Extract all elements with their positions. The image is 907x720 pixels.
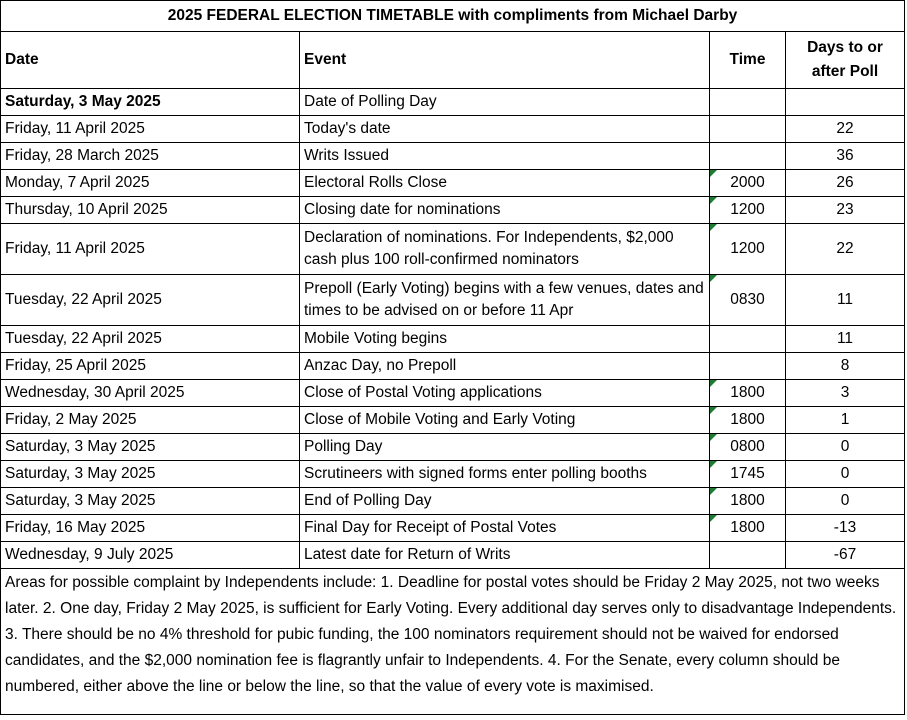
cell-days[interactable]: 23 bbox=[786, 197, 905, 224]
cell-time[interactable] bbox=[710, 143, 786, 170]
cell-time[interactable] bbox=[710, 515, 786, 542]
cell-time[interactable] bbox=[710, 326, 786, 353]
cell-time-value: 2000 bbox=[730, 174, 765, 191]
cell-time[interactable] bbox=[710, 197, 786, 224]
cell-time[interactable] bbox=[710, 380, 786, 407]
cell-date[interactable]: Tuesday, 22 April 2025 bbox=[1, 326, 300, 353]
cell-time[interactable] bbox=[710, 170, 786, 197]
comment-indicator-icon[interactable] bbox=[710, 434, 717, 441]
cell-date[interactable]: Wednesday, 30 April 2025 bbox=[1, 380, 300, 407]
cell-time-value: 1800 bbox=[730, 384, 765, 401]
cell-time[interactable] bbox=[710, 89, 786, 116]
cell-date[interactable]: Monday, 7 April 2025 bbox=[1, 170, 300, 197]
cell-event[interactable]: Writs Issued bbox=[300, 143, 710, 170]
cell-days[interactable]: 0 bbox=[786, 434, 905, 461]
cell-date[interactable]: Saturday, 3 May 2025 bbox=[1, 488, 300, 515]
comment-indicator-icon[interactable] bbox=[710, 170, 717, 177]
comment-indicator-icon[interactable] bbox=[710, 461, 717, 468]
cell-time-value: 1800 bbox=[730, 411, 765, 428]
cell-days[interactable]: 11 bbox=[786, 275, 905, 326]
cell-days[interactable]: 22 bbox=[786, 224, 905, 275]
cell-time-value: 0800 bbox=[730, 438, 765, 455]
comment-indicator-icon[interactable] bbox=[710, 488, 717, 495]
cell-event[interactable]: Latest date for Return of Writs bbox=[300, 542, 710, 569]
header-days-line1: Days to or bbox=[807, 39, 883, 56]
cell-time[interactable] bbox=[710, 434, 786, 461]
cell-event[interactable]: End of Polling Day bbox=[300, 488, 710, 515]
cell-date[interactable]: Saturday, 3 May 2025 bbox=[1, 89, 300, 116]
cell-time-value: 1800 bbox=[730, 492, 765, 509]
cell-event[interactable]: Closing date for nominations bbox=[300, 197, 710, 224]
comment-indicator-icon[interactable] bbox=[710, 380, 717, 387]
cell-date[interactable]: Friday, 25 April 2025 bbox=[1, 353, 300, 380]
cell-days[interactable]: 11 bbox=[786, 326, 905, 353]
comment-indicator-icon[interactable] bbox=[710, 197, 717, 204]
cell-event[interactable]: Anzac Day, no Prepoll bbox=[300, 353, 710, 380]
cell-date[interactable]: Wednesday, 9 July 2025 bbox=[1, 542, 300, 569]
cell-days[interactable]: -67 bbox=[786, 542, 905, 569]
cell-date[interactable]: Friday, 28 March 2025 bbox=[1, 143, 300, 170]
header-time[interactable]: Time bbox=[710, 32, 786, 89]
header-date[interactable]: Date bbox=[1, 32, 300, 89]
cell-time[interactable] bbox=[710, 224, 786, 275]
comment-indicator-icon[interactable] bbox=[710, 224, 717, 231]
cell-date[interactable]: Friday, 11 April 2025 bbox=[1, 116, 300, 143]
header-days[interactable] bbox=[786, 32, 905, 89]
cell-date[interactable]: Saturday, 3 May 2025 bbox=[1, 434, 300, 461]
cell-days[interactable]: -13 bbox=[786, 515, 905, 542]
cell-time-value: 1200 bbox=[730, 201, 765, 218]
cell-days[interactable]: 22 bbox=[786, 116, 905, 143]
cell-time[interactable] bbox=[710, 353, 786, 380]
header-event[interactable]: Event bbox=[300, 32, 710, 89]
cell-time-value: 1200 bbox=[730, 240, 765, 257]
cell-date[interactable]: Friday, 16 May 2025 bbox=[1, 515, 300, 542]
complaints-notes[interactable]: Areas for possible complaint by Independents include: 1. Deadline for postal votes should be Friday 2 May 2025, not two weeks later. 2. One day, Friday 2 May 2025, is sufficient for Early Voting. Every additional day serves only to disadvantage Independents. 3. There should be no 4% threshold for pubic funding, the 100 nominators requirement should not be waived for endorsed candidates, and the $2,000 nomination fee is flagrantly unfair to Independents. 4. For the Senate, every column should be numbered, either above the line or below the line, so that the value of every vote is maximised. bbox=[1, 569, 905, 715]
comment-indicator-icon[interactable] bbox=[710, 275, 717, 282]
cell-event[interactable]: Date of Polling Day bbox=[300, 89, 710, 116]
cell-date[interactable]: Friday, 2 May 2025 bbox=[1, 407, 300, 434]
cell-days[interactable]: 8 bbox=[786, 353, 905, 380]
cell-days[interactable]: 26 bbox=[786, 170, 905, 197]
cell-days[interactable] bbox=[786, 89, 905, 116]
cell-days[interactable]: 0 bbox=[786, 461, 905, 488]
cell-time[interactable] bbox=[710, 116, 786, 143]
cell-days[interactable]: 36 bbox=[786, 143, 905, 170]
cell-time[interactable] bbox=[710, 275, 786, 326]
cell-event[interactable]: Mobile Voting begins bbox=[300, 326, 710, 353]
cell-time[interactable] bbox=[710, 461, 786, 488]
cell-date[interactable]: Friday, 11 April 2025 bbox=[1, 224, 300, 275]
cell-time[interactable] bbox=[710, 542, 786, 569]
cell-time-value: 1800 bbox=[730, 519, 765, 536]
cell-time-value: 1745 bbox=[730, 465, 765, 482]
cell-event[interactable]: Close of Postal Voting applications bbox=[300, 380, 710, 407]
cell-date[interactable]: Tuesday, 22 April 2025 bbox=[1, 275, 300, 326]
comment-indicator-icon[interactable] bbox=[710, 515, 717, 522]
sheet-title[interactable]: 2025 FEDERAL ELECTION TIMETABLE with compliments from Michael Darby bbox=[1, 1, 905, 32]
cell-event[interactable]: Final Day for Receipt of Postal Votes bbox=[300, 515, 710, 542]
cell-time-value: 0830 bbox=[730, 291, 765, 308]
comment-indicator-icon[interactable] bbox=[710, 407, 717, 414]
cell-event[interactable]: Today's date bbox=[300, 116, 710, 143]
cell-days[interactable]: 0 bbox=[786, 488, 905, 515]
cell-event[interactable]: Prepoll (Early Voting) begins with a few venues, dates and times to be advised on or before 11 Apr bbox=[300, 275, 710, 326]
cell-event[interactable]: Scrutineers with signed forms enter polling booths bbox=[300, 461, 710, 488]
cell-event[interactable]: Polling Day bbox=[300, 434, 710, 461]
cell-time[interactable] bbox=[710, 488, 786, 515]
cell-date[interactable]: Saturday, 3 May 2025 bbox=[1, 461, 300, 488]
cell-date[interactable]: Thursday, 10 April 2025 bbox=[1, 197, 300, 224]
cell-event[interactable]: Close of Mobile Voting and Early Voting bbox=[300, 407, 710, 434]
cell-days[interactable]: 3 bbox=[786, 380, 905, 407]
cell-days[interactable]: 1 bbox=[786, 407, 905, 434]
cell-event[interactable]: Declaration of nominations. For Independents, $2,000 cash plus 100 roll-confirmed nominators bbox=[300, 224, 710, 275]
cell-time[interactable] bbox=[710, 407, 786, 434]
header-days-line2: after Poll bbox=[811, 63, 879, 80]
cell-event[interactable]: Electoral Rolls Close bbox=[300, 170, 710, 197]
